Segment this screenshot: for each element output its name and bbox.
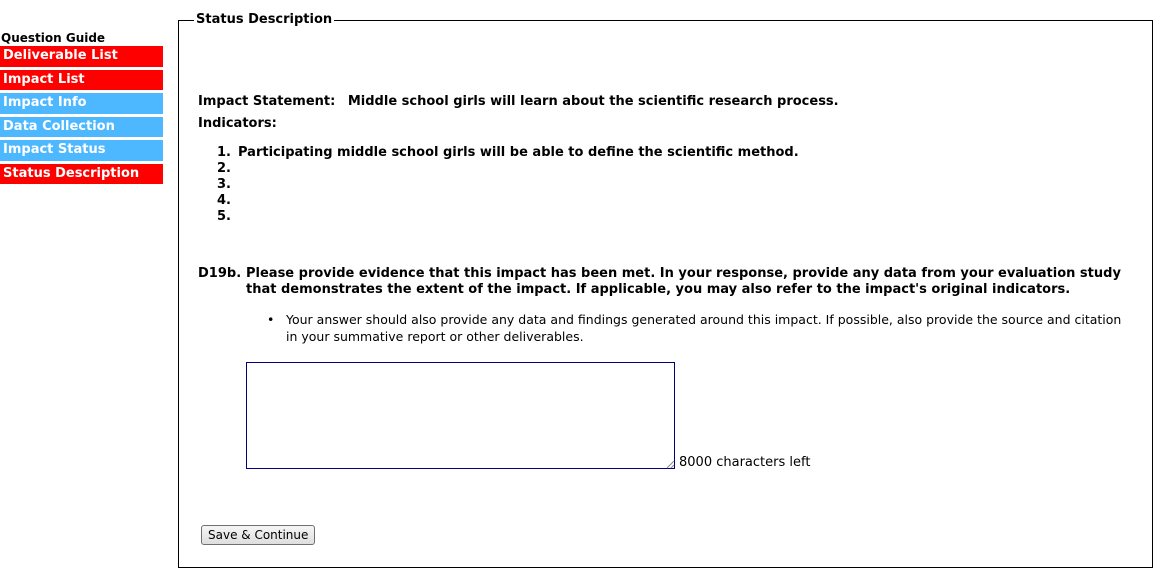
impact-statement-label: Impact Statement: bbox=[198, 94, 336, 109]
guide-item-impact-info[interactable]: Impact Info bbox=[0, 93, 163, 114]
question-guide bbox=[0, 31, 163, 187]
guidance-text: Your answer should also provide any data and findings generated around this impact. If possible, also provide the source and citation in your summative report or other deliverables. bbox=[286, 312, 1122, 344]
save-continue-button[interactable]: Save & Continue bbox=[201, 525, 315, 545]
indicators-list bbox=[217, 145, 799, 225]
indicator-row bbox=[217, 177, 799, 193]
indicator-row bbox=[217, 209, 799, 225]
indicator-number: 2. bbox=[217, 161, 231, 176]
guide-item-impact-list[interactable]: Impact List bbox=[0, 70, 163, 91]
indicators-label: Indicators: bbox=[198, 116, 277, 131]
resize-grip-icon[interactable] bbox=[666, 460, 675, 469]
guide-item-deliverable-list[interactable]: Deliverable List bbox=[0, 46, 163, 67]
impact-statement bbox=[198, 94, 839, 110]
question-number: D19b. bbox=[198, 266, 242, 281]
indicator-row bbox=[217, 193, 799, 209]
indicator-text: Participating middle school girls will be able to define the scientific method. bbox=[238, 145, 799, 160]
answer-textarea[interactable] bbox=[246, 362, 675, 469]
panel-legend: Status Description bbox=[196, 12, 333, 27]
indicator-number: 4. bbox=[217, 193, 231, 208]
characters-left-counter: 8000 characters left bbox=[679, 455, 811, 470]
bullet-icon: • bbox=[267, 312, 275, 327]
indicator-row bbox=[217, 161, 799, 177]
guide-item-data-collection[interactable]: Data Collection bbox=[0, 117, 163, 138]
indicator-number: 5. bbox=[217, 209, 231, 224]
guide-item-status-description[interactable]: Status Description bbox=[0, 164, 163, 185]
indicator-number: 3. bbox=[217, 177, 231, 192]
indicator-row bbox=[217, 145, 799, 161]
impact-statement-text: Middle school girls will learn about the scientific research process. bbox=[347, 94, 839, 109]
question-guide-title: Question Guide bbox=[1, 31, 106, 45]
guide-item-impact-status[interactable]: Impact Status bbox=[0, 140, 163, 161]
status-description-panel bbox=[178, 12, 1153, 568]
indicator-number: 1. bbox=[217, 145, 231, 160]
question-text: Please provide evidence that this impact has been met. In your response, provide any data from your evaluation study that demonstrates the extent of the impact. If applicable, you may also refer to the impact's original indicators. bbox=[246, 266, 1121, 297]
